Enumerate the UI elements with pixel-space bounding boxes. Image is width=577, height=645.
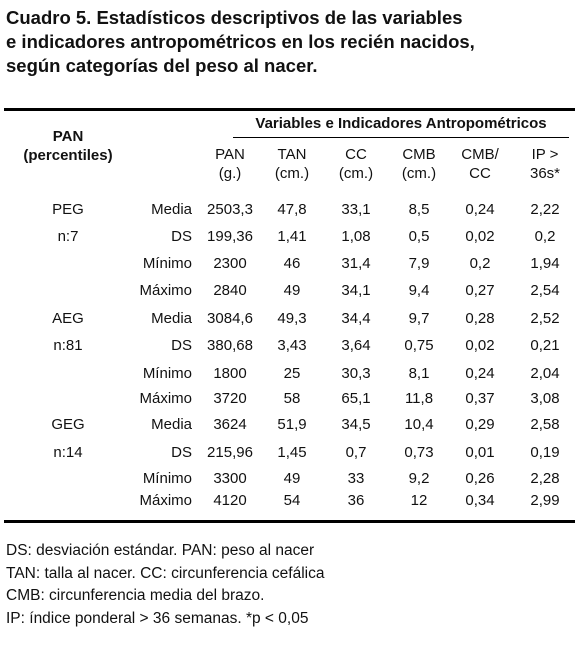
column-header — [449, 145, 511, 183]
table-top-rule — [4, 108, 575, 111]
value-cell: 0,2 — [534, 228, 556, 245]
caption-line: e indicadores antropométricos en los recién nacidos, — [6, 31, 475, 52]
value-cell: 0,34 — [465, 492, 495, 509]
value-cell: 2,22 — [530, 201, 560, 218]
group-cell: n:7 — [57, 228, 79, 245]
value-cell: 51,9 — [277, 416, 307, 433]
table-row — [0, 255, 577, 275]
value-cell: 1,41 — [277, 228, 307, 245]
value-cell: 2,52 — [530, 310, 560, 327]
value-cell: 49,3 — [277, 310, 307, 327]
value-cell: 8,1 — [408, 365, 430, 382]
value-cell: 1,45 — [277, 444, 307, 461]
value-cell: 0,37 — [465, 390, 495, 407]
column-header — [261, 145, 323, 183]
footnote-line: DS: desviación estándar. PAN: peso al nacer — [6, 542, 315, 559]
value-cell: 0,24 — [465, 201, 495, 218]
value-cell: 9,2 — [408, 470, 430, 487]
value-cell: 36 — [347, 492, 365, 509]
statistic-cell: Mínimo — [142, 365, 192, 382]
column-header — [514, 145, 576, 183]
table-row — [0, 365, 577, 385]
statistic-cell: DS — [171, 337, 192, 354]
group-header-rule — [233, 137, 569, 138]
value-cell: 0,24 — [465, 365, 495, 382]
column-header-line: CMB — [402, 146, 436, 163]
variables-group-header: Variables e Indicadores Antropométricos — [255, 115, 547, 132]
value-cell: 54 — [283, 492, 301, 509]
value-cell: 4120 — [213, 492, 247, 509]
value-cell: 0,29 — [465, 416, 495, 433]
value-cell: 34,1 — [341, 282, 371, 299]
value-cell: 2,28 — [530, 470, 560, 487]
value-cell: 3300 — [213, 470, 247, 487]
statistic-cell: Media — [151, 310, 192, 327]
value-cell: 0,73 — [404, 444, 434, 461]
value-cell: 33 — [347, 470, 365, 487]
statistic-cell: DS — [171, 228, 192, 245]
column-header-line: (cm.) — [274, 165, 310, 182]
value-cell: 0,7 — [345, 444, 367, 461]
value-cell: 0,2 — [469, 255, 491, 272]
statistic-cell: Máximo — [139, 282, 192, 299]
statistic-cell: Media — [151, 201, 192, 218]
value-cell: 49 — [283, 282, 301, 299]
value-cell: 0,02 — [465, 228, 495, 245]
table-row — [0, 282, 577, 302]
value-cell: 0,75 — [404, 337, 434, 354]
column-header-line: TAN — [277, 146, 307, 163]
column-header-line: PAN — [215, 146, 245, 163]
value-cell: 380,68 — [207, 337, 253, 354]
value-cell: 2,99 — [530, 492, 560, 509]
table-row — [0, 201, 577, 221]
value-cell: 2,04 — [530, 365, 560, 382]
value-cell: 0,5 — [408, 228, 430, 245]
value-cell: 3,08 — [530, 390, 560, 407]
pan-header-line: PAN — [52, 128, 84, 145]
value-cell: 3084,6 — [207, 310, 253, 327]
footnotes — [6, 540, 571, 630]
column-header-line: CC — [345, 146, 367, 163]
table-caption — [6, 6, 566, 78]
value-cell: 0,21 — [530, 337, 560, 354]
value-cell: 34,4 — [341, 310, 371, 327]
value-cell: 2503,3 — [207, 201, 253, 218]
value-cell: 0,26 — [465, 470, 495, 487]
value-cell: 1,08 — [341, 228, 371, 245]
group-cell: n:14 — [53, 444, 83, 461]
value-cell: 0,19 — [530, 444, 560, 461]
column-header-line: IP > — [531, 146, 559, 163]
value-cell: 7,9 — [408, 255, 430, 272]
value-cell: 58 — [283, 390, 301, 407]
value-cell: 2840 — [213, 282, 247, 299]
value-cell: 30,3 — [341, 365, 371, 382]
value-cell: 49 — [283, 470, 301, 487]
pan-row-header — [4, 127, 132, 165]
value-cell: 1,94 — [530, 255, 560, 272]
value-cell: 1800 — [213, 365, 247, 382]
table-bottom-rule — [4, 520, 575, 523]
value-cell: 3,64 — [341, 337, 371, 354]
group-cell: AEG — [52, 310, 84, 327]
value-cell: 2,58 — [530, 416, 560, 433]
caption-line: según categorías del peso al nacer. — [6, 55, 318, 76]
value-cell: 0,27 — [465, 282, 495, 299]
group-cell: n:81 — [53, 337, 83, 354]
value-cell: 33,1 — [341, 201, 371, 218]
value-cell: 0,02 — [465, 337, 495, 354]
column-header-line: (cm.) — [338, 165, 374, 182]
value-cell: 3720 — [213, 390, 247, 407]
table-row — [0, 416, 577, 436]
value-cell: 2300 — [213, 255, 247, 272]
column-header-line: CC — [469, 165, 491, 182]
value-cell: 34,5 — [341, 416, 371, 433]
value-cell: 46 — [283, 255, 301, 272]
value-cell: 0,01 — [465, 444, 495, 461]
value-cell: 9,4 — [408, 282, 430, 299]
value-cell: 3624 — [213, 416, 247, 433]
table-row — [0, 310, 577, 330]
value-cell: 10,4 — [404, 416, 434, 433]
column-header-line: 36s* — [529, 165, 561, 182]
column-header-line: (g.) — [218, 165, 242, 182]
value-cell: 8,5 — [408, 201, 430, 218]
value-cell: 12 — [410, 492, 428, 509]
statistic-cell: Mínimo — [142, 255, 192, 272]
value-cell: 9,7 — [408, 310, 430, 327]
table-row — [0, 390, 577, 410]
value-cell: 2,54 — [530, 282, 560, 299]
value-cell: 215,96 — [207, 444, 253, 461]
footnote-line: TAN: talla al nacer. CC: circunferencia cefálica — [6, 564, 325, 582]
value-cell: 31,4 — [341, 255, 371, 272]
table-row — [0, 337, 577, 357]
table-row — [0, 492, 577, 512]
group-cell: GEG — [51, 416, 85, 433]
value-cell: 11,8 — [404, 390, 434, 407]
caption-line: Cuadro 5. Estadísticos descriptivos de las variables — [6, 7, 463, 28]
column-header — [199, 145, 261, 183]
statistic-cell: Máximo — [139, 492, 192, 509]
value-cell: 47,8 — [277, 201, 307, 218]
table-row — [0, 228, 577, 248]
column-header — [388, 145, 450, 183]
value-cell: 65,1 — [341, 390, 371, 407]
statistic-cell: Mínimo — [142, 470, 192, 487]
column-header-line: CMB/ — [461, 146, 499, 163]
footnote-line: CMB: circunferencia media del brazo. — [6, 587, 265, 604]
footnote-line: IP: índice ponderal > 36 semanas. *p < 0,05 — [6, 609, 309, 627]
statistic-cell: Máximo — [139, 390, 192, 407]
value-cell: 199,36 — [207, 228, 253, 245]
statistic-cell: DS — [171, 444, 192, 461]
pan-header-line: (percentiles) — [23, 147, 113, 164]
group-cell: PEG — [52, 201, 84, 218]
value-cell: 3,43 — [277, 337, 307, 354]
column-header-line: (cm.) — [401, 165, 437, 182]
table-row — [0, 444, 577, 464]
table-row — [0, 470, 577, 490]
statistic-cell: Media — [151, 416, 192, 433]
value-cell: 25 — [283, 365, 301, 382]
column-header — [325, 145, 387, 183]
value-cell: 0,28 — [465, 310, 495, 327]
